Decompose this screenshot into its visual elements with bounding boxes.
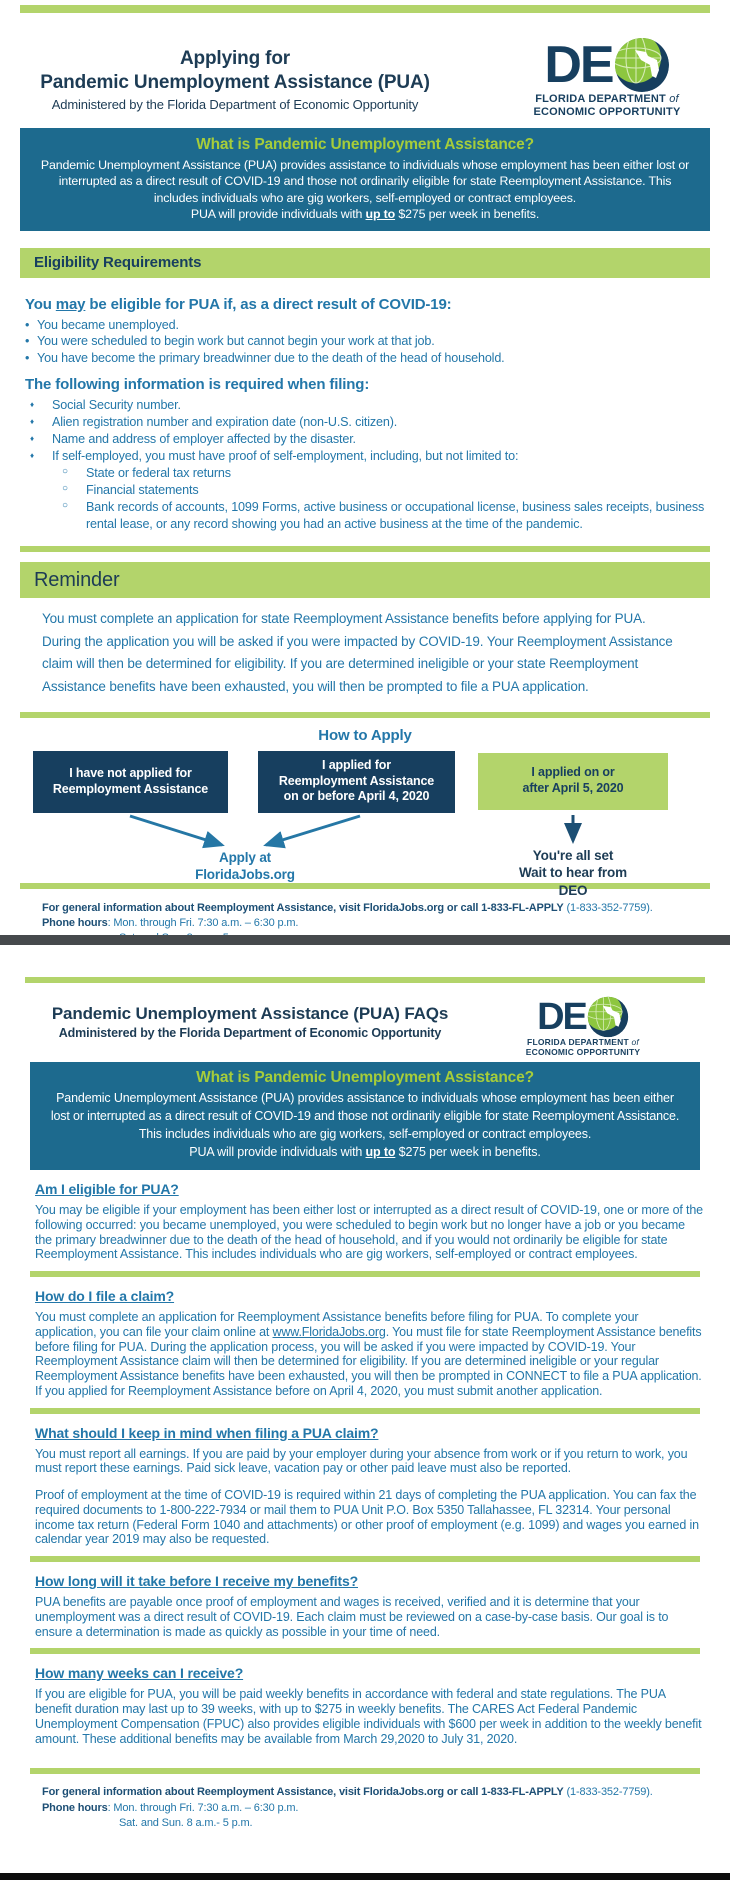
page1-title-block [20,25,450,112]
faq-question-file-claim: How do I file a claim? [35,1288,175,1305]
faq-question-how-many-weeks: How many weeks can I receive? [35,1665,244,1682]
divider-green-bar [30,1556,700,1562]
what-is-pua-heading: What is Pandemic Unemployment Assistance? [196,136,534,154]
faq-answer: You must report all earnings. If you are paid by your employer during your absence from work or if you return to work, you must report these earnings. Paid sick leave, vacation pay or other paid leave must also be reported. [35,1446,688,1476]
list-item: ♦ Name and address of employer affected by the disaster. [30,431,730,448]
faq-answer: PUA benefits are payable once proof of employment and wages is received, verified and it is determine that your unemployment was a direct result of COVID-19. Each claim must be reviewed on a case-by-case basis. Our goal is to ensure a determination is made as quickly as possible in your time of need. [35,1595,669,1639]
divider-green-bar [30,1271,700,1277]
filing-bullet-list [30,397,730,465]
list-item: • You have become the primary breadwinner due to the death of the head of household. [25,350,730,366]
deo-logo-dept-text: FLORIDA DEPARTMENT of ECONOMIC OPPORTUNITY [533,93,681,118]
deo-logo-letters: DE [544,35,613,94]
bottom-black-rule [0,1873,730,1880]
page2-title: Pandemic Unemployment Assistance (PUA) FAQs [51,1004,449,1023]
faq-answer: You must complete an application for Reemployment Assistance benefits before filing for PUA. To complete your application, you can file your claim online at www.FloridaJobs.org. You must file for state Reemployment Assistance benefits before filing for PUA. During the application process, you will be asked if you were impacted by COVID-19. Your Reemployment Assistance claim will then be determined for eligibility. If you are determined ineligible or your regular Reemployment Assistance benefits have been exhausted, you will then be prompted in CONNECT to file a PUA application. If you applied for Reemployment Assistance before on April 4, 2020, you must submit another application. [35,1310,702,1398]
flow-box-applied-after-apr5: I applied on or after April 5, 2020 [478,753,668,810]
divider-green-bar [30,1408,700,1414]
page2-header [30,991,703,1058]
eligibility-requirements-bar: Eligibility Requirements [20,248,710,278]
list-item: ○ Financial statements [62,482,730,499]
list-item: ○ State or federal tax returns [62,465,730,482]
reminder-bar: Reminder [20,562,710,598]
what-is-pua-box [30,1062,700,1171]
deo-globe-icon [614,37,670,93]
list-item: ♦ Alien registration number and expiration date (non-U.S. citizen). [30,414,730,431]
page1-subtitle: Administered by the Florida Department of Economic Opportunity [51,96,419,112]
may-underlined: may [55,295,86,313]
up-to-emphasis: up to [365,1144,396,1159]
divider-green-bar [20,712,710,718]
divider-green-bar [30,1648,700,1654]
self-employment-proof-sublist [62,465,730,533]
how-to-apply-title: How to Apply [318,726,412,744]
reminder-paragraph: You must complete an application for state Reemployment Assistance benefits before applying for PUA. During the application you will be asked if you were impacted by COVID-19. Your Reemployment Assistance claim will then be determined for eligibility. If you are determined ineligible or your state Reemployment Assistance benefits have been exhausted, you will then be prompted to file a PUA application. [42,610,673,694]
deo-logo [507,37,707,118]
deo-logo [508,996,658,1058]
eligible-bullet-list [25,317,730,366]
what-is-pua-heading: What is Pandemic Unemployment Assistance? [196,1068,534,1086]
faq-question-how-long: How long will it take before I receive my benefits? [35,1573,358,1590]
what-is-pua-benefit-line: PUA will provide individuals with up to $275 per week in benefits. [190,206,540,221]
faq-answer: You may be eligible if your employment has been either lost or interrupted as a direct result of COVID-19, one or more of the following occurred: you became unemployed, you were scheduled to begin work but no longer have a job or you became the primary breadwinner due to the death of the head of household, and if you would not ordinarily be eligible for state Reemployment Assistance. This includes individuals who are gig workers, self-employed or contract employees. [35,1203,703,1262]
eligible-if-heading: You may be eligible for PUA if, as a direct result of COVID-19: [25,295,452,313]
list-item: • You were scheduled to begin work but cannot begin your work at that job. [25,333,730,349]
list-item: ♦ If self-employed, you must have proof of self-employment, including, but not limited to: [30,448,730,465]
divider-green-bar [30,1768,700,1774]
filing-info-heading: The following information is required when filing: [25,375,370,393]
what-is-pua-body: Pandemic Unemployment Assistance (PUA) provides assistance to individuals whose employment has been either lost or interrupted as a direct result of COVID-19 and those not ordinarily eligible for state Reemployment Assistance. This includes individuals who are gig workers, self-employed or contract employees. [50,1090,680,1141]
deo-logo-letters: DE [537,995,586,1038]
page1-title-line2: Pandemic Unemployment Assistance (PUA) [40,71,430,93]
faq-answer: If you are eligible for PUA, you will be paid weekly benefits in accordance with federal and state regulations. The PUA benefit duration may last up to 39 weeks, with up to $275 in weekly benefits. The CARES Act Federal Pandemic Unemployment Compensation (FPUC) also provides eligible individuals with $600 per week in addition to the weekly benefit amount. These additional benefits may be available from March 29,2020 to July 31, 2020. [35,1687,702,1746]
how-to-apply-flowchart [0,751,730,898]
list-item: ○ Bank records of accounts, 1099 Forms, active business or occupational license, business sales receipts, business rental lease, or any record showing you had an active business at the time of the pandemic. [62,499,730,533]
youre-all-set-label: You're all set Wait to hear from DEO [519,847,627,898]
top-green-bar [25,977,705,983]
top-green-bar [20,5,710,13]
faq-question-keep-in-mind: What should I keep in mind when filing a PUA claim? [35,1424,379,1441]
deo-logo-dept-text: FLORIDA DEPARTMENT of ECONOMIC OPPORTUNITY [525,1037,641,1057]
page-2-pua-faqs [0,945,730,1880]
page2-subtitle: Administered by the Florida Department of Economic Opportunity [58,1026,442,1041]
what-is-pua-box [20,128,710,231]
flow-box-not-applied: I have not applied for Reemployment Assistance [33,751,228,813]
flow-box-applied-before-apr4: I applied for Reemployment Assistance on or before April 4, 2020 [258,751,455,813]
floridajobs-link[interactable]: www.FloridaJobs.org [272,1324,386,1339]
page-separator-bar [0,935,730,945]
apply-at-floridajobs-label: Apply at FloridaJobs.org [195,849,295,883]
page2-footer-info: For general information about Reemployment Assistance, visit FloridaJobs.org or call 1-833-FL-APPLY (1-833-352-7759). Phone hours: Mon. through Fri. 7:30 a.m. – 6:30 p.m. Sat. and Sun. 8 a.m.- 5 p.m. [42,1786,653,1830]
page1-header [20,25,710,118]
list-item: • You became unemployed. [25,317,730,333]
what-is-pua-benefit-line: PUA will provide individuals with up to $275 per week in benefits. [189,1144,541,1159]
up-to-emphasis: up to [365,206,396,221]
page1-title-line1: Applying for [179,48,291,69]
faq-question-eligible: Am I eligible for PUA? [35,1181,179,1198]
page2-title-block [30,991,470,1040]
what-is-pua-body: Pandemic Unemployment Assistance (PUA) provides assistance to individuals whose employment has been either lost or interrupted as a direct result of COVID-19 and those not ordinarily eligible for state Reemployment Assistance. This includes individuals who are gig workers, self-employed or contract employees. [40,158,690,205]
page1-footer-info: For general information about Reemployment Assistance, visit FloridaJobs.org or call 1-833-FL-APPLY (1-833-352-7759). Phone hours: Mon. through Fri. 7:30 a.m. – 6:30 p.m. [42,901,653,929]
faq-answer: Proof of employment at the time of COVID-19 is required within 21 days of completing the PUA application. You can fax the required documents to 1-800-222-7934 or mail them to PUA Unit P.O. Box 5350 Tallahassee, FL 32314. Your personal income tax return (Federal Form 1040 and attachments) or other proof of employment (e.g. 1099) and wages you earned in calendar year 2019 may also be requested. [35,1488,699,1547]
deo-globe-icon [587,996,629,1038]
divider-green-bar [20,546,710,552]
list-item: ♦ Social Security number. [30,397,730,414]
